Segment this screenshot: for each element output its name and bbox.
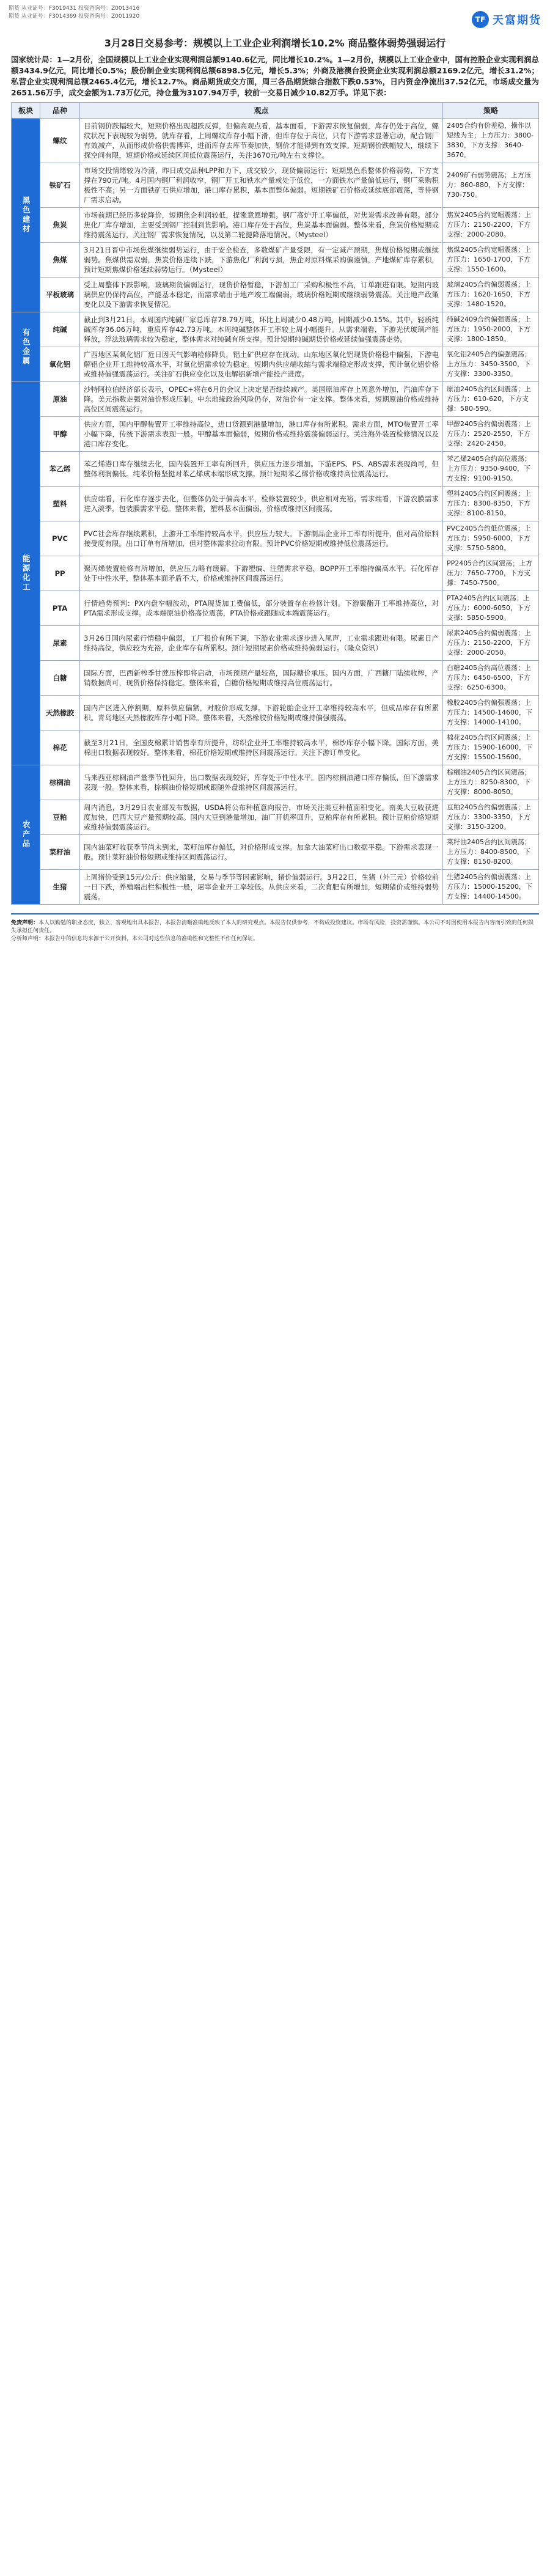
sector-cell: 黑色建材 bbox=[12, 119, 40, 312]
header-strategy: 策略 bbox=[443, 103, 539, 119]
view-cell: 国际方面，巴西新榨季甘蔗压榨即将启动，市场预期产量较高，国际糖价承压。国内方面，广西糖厂陆续收榨，产销数据尚可，现货价格保持稳定。整体来看，白糖价格短期或维持高位震荡运行。 bbox=[80, 661, 443, 696]
view-cell: 广西地区某氧化铝厂近日因天气影响检修降负，铝土矿供应存在扰动。山东地区氧化铝现货价格稳中偏强，下游电解铝企业开工维持较高水平，对氧化铝需求较为稳定。短期内供应端收缩与需求端稳定形成支撑，预计氧化铝价格或维持偏强震荡运行。关注矿石供应变化以及电解铝新增产能投产进度。 bbox=[80, 347, 443, 382]
table-row bbox=[12, 521, 539, 556]
strategy-cell: 棕榈油2405合约区间震荡；上方压力：8250-8300，下方支撑：8000-8050。 bbox=[443, 765, 539, 800]
variety-cell: 铁矿石 bbox=[40, 163, 80, 208]
disclaimer-text: 本人以勤勉的职业态度，独立、客观地出具本报告，本报告清晰准确地反映了本人的研究观点。本报告仅供参考，不构成投资建议。市场有风险，投资需谨慎。本公司不对因使用本报告内容而引致的任何损失承担任何责任。 bbox=[11, 920, 534, 934]
view-cell: 周内消息，3月29日农业部发布数据，USDA将公布种植意向报告，市场关注美豆种植面积变化。南美大豆收获进度加快，巴西大豆产量预期较高。国内大豆到港量增加，油厂开机率回升，豆粕库存有所累积。预计豆粕价格短期或维持偏弱震荡运行。 bbox=[80, 800, 443, 835]
header-sector: 板块 bbox=[12, 103, 40, 119]
table-row bbox=[12, 765, 539, 800]
table-row bbox=[12, 119, 539, 163]
variety-cell: PP bbox=[40, 556, 80, 591]
strategy-cell: PP2405合约区间震荡；上方压力：7650-7700，下方支撑：7450-7500。 bbox=[443, 556, 539, 591]
strategy-cell: 焦煤2405合约宽幅震荡；上方压力：1650-1700，下方支撑：1550-1600。 bbox=[443, 243, 539, 278]
table-row bbox=[12, 208, 539, 243]
strategy-cell: 棉花2405合约区间震荡；上方压力：15900-16000，下方支撑：15500-15600。 bbox=[443, 730, 539, 765]
table-row bbox=[12, 312, 539, 347]
view-cell: 截止到3月21日，本周国内纯碱厂家总库存78.79万吨，环比上周减少0.48万吨，同期减少0.15%。其中，轻质纯碱库存36.06万吨，重质库存42.73万吨。本周纯碱整体开工率较上周小幅提升。从需求端看，下游光伏玻璃产能释放，浮法玻璃需求较为稳定，整体需求对纯碱有所支撑。预计短期纯碱期货价格或延续偏强震荡走势。 bbox=[80, 312, 443, 347]
strategy-cell: PTA2405合约区间震荡；上方压力：6000-6050，下方支撑：5850-5900。 bbox=[443, 591, 539, 626]
table-row bbox=[12, 487, 539, 521]
view-cell: 市场前期已经历多轮降价，短期焦企利润较低，提涨意愿增强。钢厂高炉开工率偏低，对焦炭需求改善有限。部分焦化厂库存增加，主要受到钢厂控制到货影响。港口库存处于高位，焦炭基本面偏弱。整体来看，焦炭价格短期或维持震荡运行，关注钢厂需求恢复情况，以及第二轮提降落地情况。（Mysteel） bbox=[80, 208, 443, 243]
strategy-cell: 生猪2405合约偏弱震荡；上方压力：15000-15200，下方支撑：14400-14500。 bbox=[443, 870, 539, 905]
table-row bbox=[12, 556, 539, 591]
table-row bbox=[12, 243, 539, 278]
strategy-cell: 尿素2405合约偏弱震荡；上方压力：2150-2200，下方支撑：2000-2050。 bbox=[443, 626, 539, 661]
view-cell: 受上周整体下跌影响，玻璃期货偏弱运行，现货价格暂稳，下游加工厂采购积极性不高，订单跟进有限。短期内玻璃供应仍保持高位，产能基本稳定，而需求端由于地产竣工端偏弱，玻璃价格短期或继续弱势震荡。关注地产政策变化以及下游需求恢复情况。 bbox=[80, 278, 443, 312]
variety-cell: 平板玻璃 bbox=[40, 278, 80, 312]
variety-cell: 棕榈油 bbox=[40, 765, 80, 800]
table-row bbox=[12, 382, 539, 417]
strategy-cell: 甲醇2405合约偏弱震荡；上方压力：2520-2550，下方支撑：2420-2450。 bbox=[443, 417, 539, 452]
table-row bbox=[12, 626, 539, 661]
strategy-cell: 2409矿石弱势震荡；上方压力：860-880，下方支撑：730-750。 bbox=[443, 163, 539, 208]
table-row bbox=[12, 591, 539, 626]
view-cell: 国内产区进入停割期，原料供应偏紧，对胶价形成支撑。下游轮胎企业开工率维持较高水平，但成品库存有所累积。青岛地区天然橡胶库存小幅下降。整体来看，天然橡胶价格短期或维持偏强震荡。 bbox=[80, 696, 443, 730]
variety-cell: PTA bbox=[40, 591, 80, 626]
strategy-cell: 原油2405合约区间震荡；上方压力：610-620，下方支撑：580-590。 bbox=[443, 382, 539, 417]
table-row bbox=[12, 163, 539, 208]
strategy-cell: 苯乙烯2405合约高位震荡；上方压力：9350-9400，下方支撑：9100-9150。 bbox=[443, 452, 539, 487]
view-cell: 沙特阿拉伯经济部长表示，OPEC+将在6月的会议上决定是否继续减产。美国原油库存上周意外增加，汽油库存下降。美元指数走强对油价形成压制。中东地缘政治风险仍存，对油价有一定支撑。整体来看，短期原油价格或维持高位区间震荡运行。 bbox=[80, 382, 443, 417]
top-bar bbox=[0, 0, 550, 34]
analyst-line-1: 期货 从业证号：F3019431 投资咨询号：Z0013416 bbox=[9, 6, 140, 12]
header-view: 观点 bbox=[80, 103, 443, 119]
variety-cell: 天然橡胶 bbox=[40, 696, 80, 730]
header-variety: 品种 bbox=[40, 103, 80, 119]
view-cell: 截至3月21日，全国皮棉累计销售率有所提升，纺织企业开工率维持较高水平，棉纱库存小幅下降。国际方面，美棉出口数据表现较好。整体来看，棉花价格短期或维持区间震荡运行。关注下游订单变化。 bbox=[80, 730, 443, 765]
strategy-cell: 玻璃2405合约偏弱震荡；上方压力：1620-1650，下方支撑：1480-1520。 bbox=[443, 278, 539, 312]
view-cell: 3月26日国内尿素行情稳中偏弱，工厂报价有所下调，下游农业需求逐步进入尾声，工业需求跟进有限。尿素日产维持高位，供应较为充裕，企业库存有所累积。预计短期尿素价格或维持偏弱运行。（隆众资讯） bbox=[80, 626, 443, 661]
strategy-cell: 橡胶2405合约偏强震荡；上方压力：14500-14600，下方支撑：14000-14100。 bbox=[443, 696, 539, 730]
variety-cell: 螺纹 bbox=[40, 119, 80, 163]
strategy-cell: 2405合约有价差稳，操作以短线为主；上方压力：3800-3830，下方支撑：3640-3670。 bbox=[443, 119, 539, 163]
table-row bbox=[12, 696, 539, 730]
variety-cell: 焦炭 bbox=[40, 208, 80, 243]
analyst-info bbox=[9, 5, 139, 21]
sector-cell: 农产品 bbox=[12, 765, 40, 905]
analyst-line-2: 期货 从业证号：F3014369 投资咨询号：Z0011920 bbox=[9, 13, 140, 20]
strategy-cell: 豆粕2405合约偏弱震荡；上方压力：3300-3350，下方支撑：3150-3200。 bbox=[443, 800, 539, 835]
table-row bbox=[12, 661, 539, 696]
view-cell: 苯乙烯港口库存继续去化，国内装置开工率有所回升，供应压力逐步增加。下游EPS、PS、ABS需求表现尚可，但整体利润偏低。纯苯价格坚挺对苯乙烯成本端形成支撑。预计短期苯乙烯价格或维持高位震荡运行。 bbox=[80, 452, 443, 487]
view-cell: 聚丙烯装置检修有所增加，供应压力略有缓解。下游塑编、注塑需求平稳，BOPP开工率维持偏高水平。石化库存处于中性水平，整体基本面矛盾不大，价格或维持区间震荡运行。 bbox=[80, 556, 443, 591]
strategy-cell: 白糖2405合约高位震荡；上方压力：6450-6500，下方支撑：6250-6300。 bbox=[443, 661, 539, 696]
table-header-row bbox=[12, 103, 539, 119]
disclaimer bbox=[11, 919, 539, 935]
view-cell: 供应方面，国内甲醇装置开工率维持高位，进口货源到港量增加，港口库存有所累积。需求方面，MTO装置开工率小幅下降，传统下游需求表现一般。甲醇基本面偏弱，短期价格或维持震荡偏弱运行。关注海外装置检修情况以及港口库存变化。 bbox=[80, 417, 443, 452]
variety-cell: 生猪 bbox=[40, 870, 80, 905]
view-cell: 供应端看，石化库存逐步去化，但整体仍处于偏高水平，检修装置较少，供应相对充裕。需求端看，下游农膜需求进入淡季，包装膜需求平稳。整体来看，塑料基本面偏弱，价格或维持区间震荡。 bbox=[80, 487, 443, 521]
strategy-cell: 菜籽油2405合约区间震荡；上方压力：8400-8500，下方支撑：8150-8200。 bbox=[443, 835, 539, 870]
sector-cell: 有色金属 bbox=[12, 312, 40, 382]
strategy-cell: 纯碱2409合约偏强震荡；上方压力：1950-2000，下方支撑：1800-1850。 bbox=[443, 312, 539, 347]
view-cell: 3月21日晋中市场焦煤继续弱势运行，由于安全检查，多数煤矿产量受限，有一定减产预期，焦煤价格短期或继续弱势。焦煤供需双弱，焦炭价格连续下跌，下游焦化厂利润亏损，焦企对原料煤采购偏谨慎，产地煤矿库存累积，预计短期焦煤价格延续弱势运行。（Mysteel） bbox=[80, 243, 443, 278]
summary-paragraph: 国家统计局：1—2月份，全国规模以上工业企业实现利润总额9140.6亿元，同比增长10.2%。1—2月份，规模以上工业企业中，国有控股企业实现利润总额3434.9亿元，同比增长0.5%；股份制企业实现利润总额6898.5亿元，增长5.3%；外商及港澳台投资企业实现利润总额2169.2亿元，增长31.2%；私营企业实现利润总额2465.4亿元，增长12.7%。商品期货成交方面，周三各品期货综合指数下跌0.53%，日内资金净流出37.52亿元，市场成交量为2651.56万手，成交金额为1.73万亿元，持仓量为3107.94万手，较前一交易日减少10.82万手。详见下表： bbox=[11, 55, 539, 97]
table-row bbox=[12, 870, 539, 905]
view-cell: 行情趋势预判：PX内盘窄幅波动，PTA现货加工费偏低，部分装置存在检修计划。下游聚酯开工率维持高位，对PTA需求形成支撑。成本端原油价格高位震荡，PTA价格或跟随成本端震荡运行。 bbox=[80, 591, 443, 626]
risk-statement: 分析师声明：本报告中的信息均来源于公开资料，本公司对这些信息的准确性和完整性不作任何保证。 bbox=[11, 936, 259, 942]
table-row bbox=[12, 800, 539, 835]
variety-cell: 豆粕 bbox=[40, 800, 80, 835]
variety-cell: 苯乙烯 bbox=[40, 452, 80, 487]
view-cell: 马来西亚棕榈油产量季节性回升，出口数据表现较好，库存处于中性水平。国内棕榈油港口库存偏低，但下游需求表现一般。整体来看，棕榈油价格短期或跟随外盘维持区间震荡运行。 bbox=[80, 765, 443, 800]
sector-cell: 能源化工 bbox=[12, 382, 40, 765]
variety-cell: 塑料 bbox=[40, 487, 80, 521]
strategy-cell: 焦炭2405合约宽幅震荡；上方压力：2150-2200，下方支撑：2000-2080。 bbox=[443, 208, 539, 243]
brand bbox=[472, 11, 541, 28]
table-row bbox=[12, 417, 539, 452]
view-cell: 市场交投情绪较为冷清，昨日成交品种LPP和力下，成交较少，现货偏弱运行；短期黑色系整体价格弱势，下方支撑在790元/吨。4月国内钢厂利润收窄，钢厂开工和铁水产量或处于低位，一方面铁水产量偏低运行，钢厂采购积极性不高；另一方面铁矿石供应增加，港口库存累积，基本面整体偏弱。短期铁矿石价格或延续底部震荡，等待钢厂需求启动。 bbox=[80, 163, 443, 208]
view-cell: PVC社会库存继续累积，上游开工率维持较高水平，供应压力较大。下游制品企业开工率有所提升，但对高价原料接受度有限。出口订单有所增加，但对整体需求拉动有限。预计PVC价格短期或维持低位震荡运行。 bbox=[80, 521, 443, 556]
variety-cell: 棉花 bbox=[40, 730, 80, 765]
variety-cell: 纯碱 bbox=[40, 312, 80, 347]
brand-logo-icon: TF bbox=[472, 11, 489, 28]
variety-cell: 甲醇 bbox=[40, 417, 80, 452]
disclaimer-label: 免责声明： bbox=[11, 920, 39, 926]
brand-name: 天富期货 bbox=[493, 14, 541, 27]
variety-cell: 白糖 bbox=[40, 661, 80, 696]
strategy-cell: PVC2405合约低位震荡；上方压力：5950-6000，下方支撑：5750-5800。 bbox=[443, 521, 539, 556]
table-row bbox=[12, 730, 539, 765]
variety-cell: 原油 bbox=[40, 382, 80, 417]
strategy-cell: 氧化铝2405合约偏强震荡；上方压力：3450-3500，下方支撑：3300-3350。 bbox=[443, 347, 539, 382]
reference-table bbox=[11, 102, 539, 905]
variety-cell: 菜籽油 bbox=[40, 835, 80, 870]
table-row bbox=[12, 347, 539, 382]
view-cell: 国内油菜籽收获季节尚未到来，菜籽油库存偏低，对价格形成支撑。加拿大油菜籽出口数据平稳。下游需求表现一般。预计菜籽油价格短期或维持区间震荡运行。 bbox=[80, 835, 443, 870]
variety-cell: 焦煤 bbox=[40, 243, 80, 278]
variety-cell: PVC bbox=[40, 521, 80, 556]
variety-cell: 氧化铝 bbox=[40, 347, 80, 382]
table-row bbox=[12, 452, 539, 487]
strategy-cell: 塑料2405合约区间震荡；上方压力：8300-8350，下方支撑：8100-8150。 bbox=[443, 487, 539, 521]
variety-cell: 尿素 bbox=[40, 626, 80, 661]
footer bbox=[11, 913, 539, 943]
page-title: 3月28日交易参考：规模以上工业企业利润增长10.2% 商品整体弱势强弱运行 bbox=[104, 37, 446, 49]
table-row bbox=[12, 835, 539, 870]
view-cell: 目前钢价跌幅较大，短期价格出现超跌反弹，但偏高观点看，基本面看，下游需求恢复偏弱，库存仍处于高位，螺纹状况下表现较为弱势。就库存看，上周螺纹库存小幅下滑，但库存位于高位，只有下游需求显著启动，配合钢厂有效减产，从而形成价格供需博弈，进而库存去库节奏加快，钢价才能得到有效支撑。短期钢价跌幅较大，继续下探空间有限，短期价格或延续区间低位震荡运行，关注3670元/吨左右支撑位。 bbox=[80, 119, 443, 163]
table-row bbox=[12, 278, 539, 312]
view-cell: 上周猪价受到15元/公斤：供应缩量，交易与季节等因素影响，猪价偏弱运行。3月22日，生猪（外三元）价格较前一日下跌，养殖端出栏积极性一般，屠宰企业开工率较低。从供应来看，二次育肥有所增加，短期猪价或维持弱势震荡。 bbox=[80, 870, 443, 905]
